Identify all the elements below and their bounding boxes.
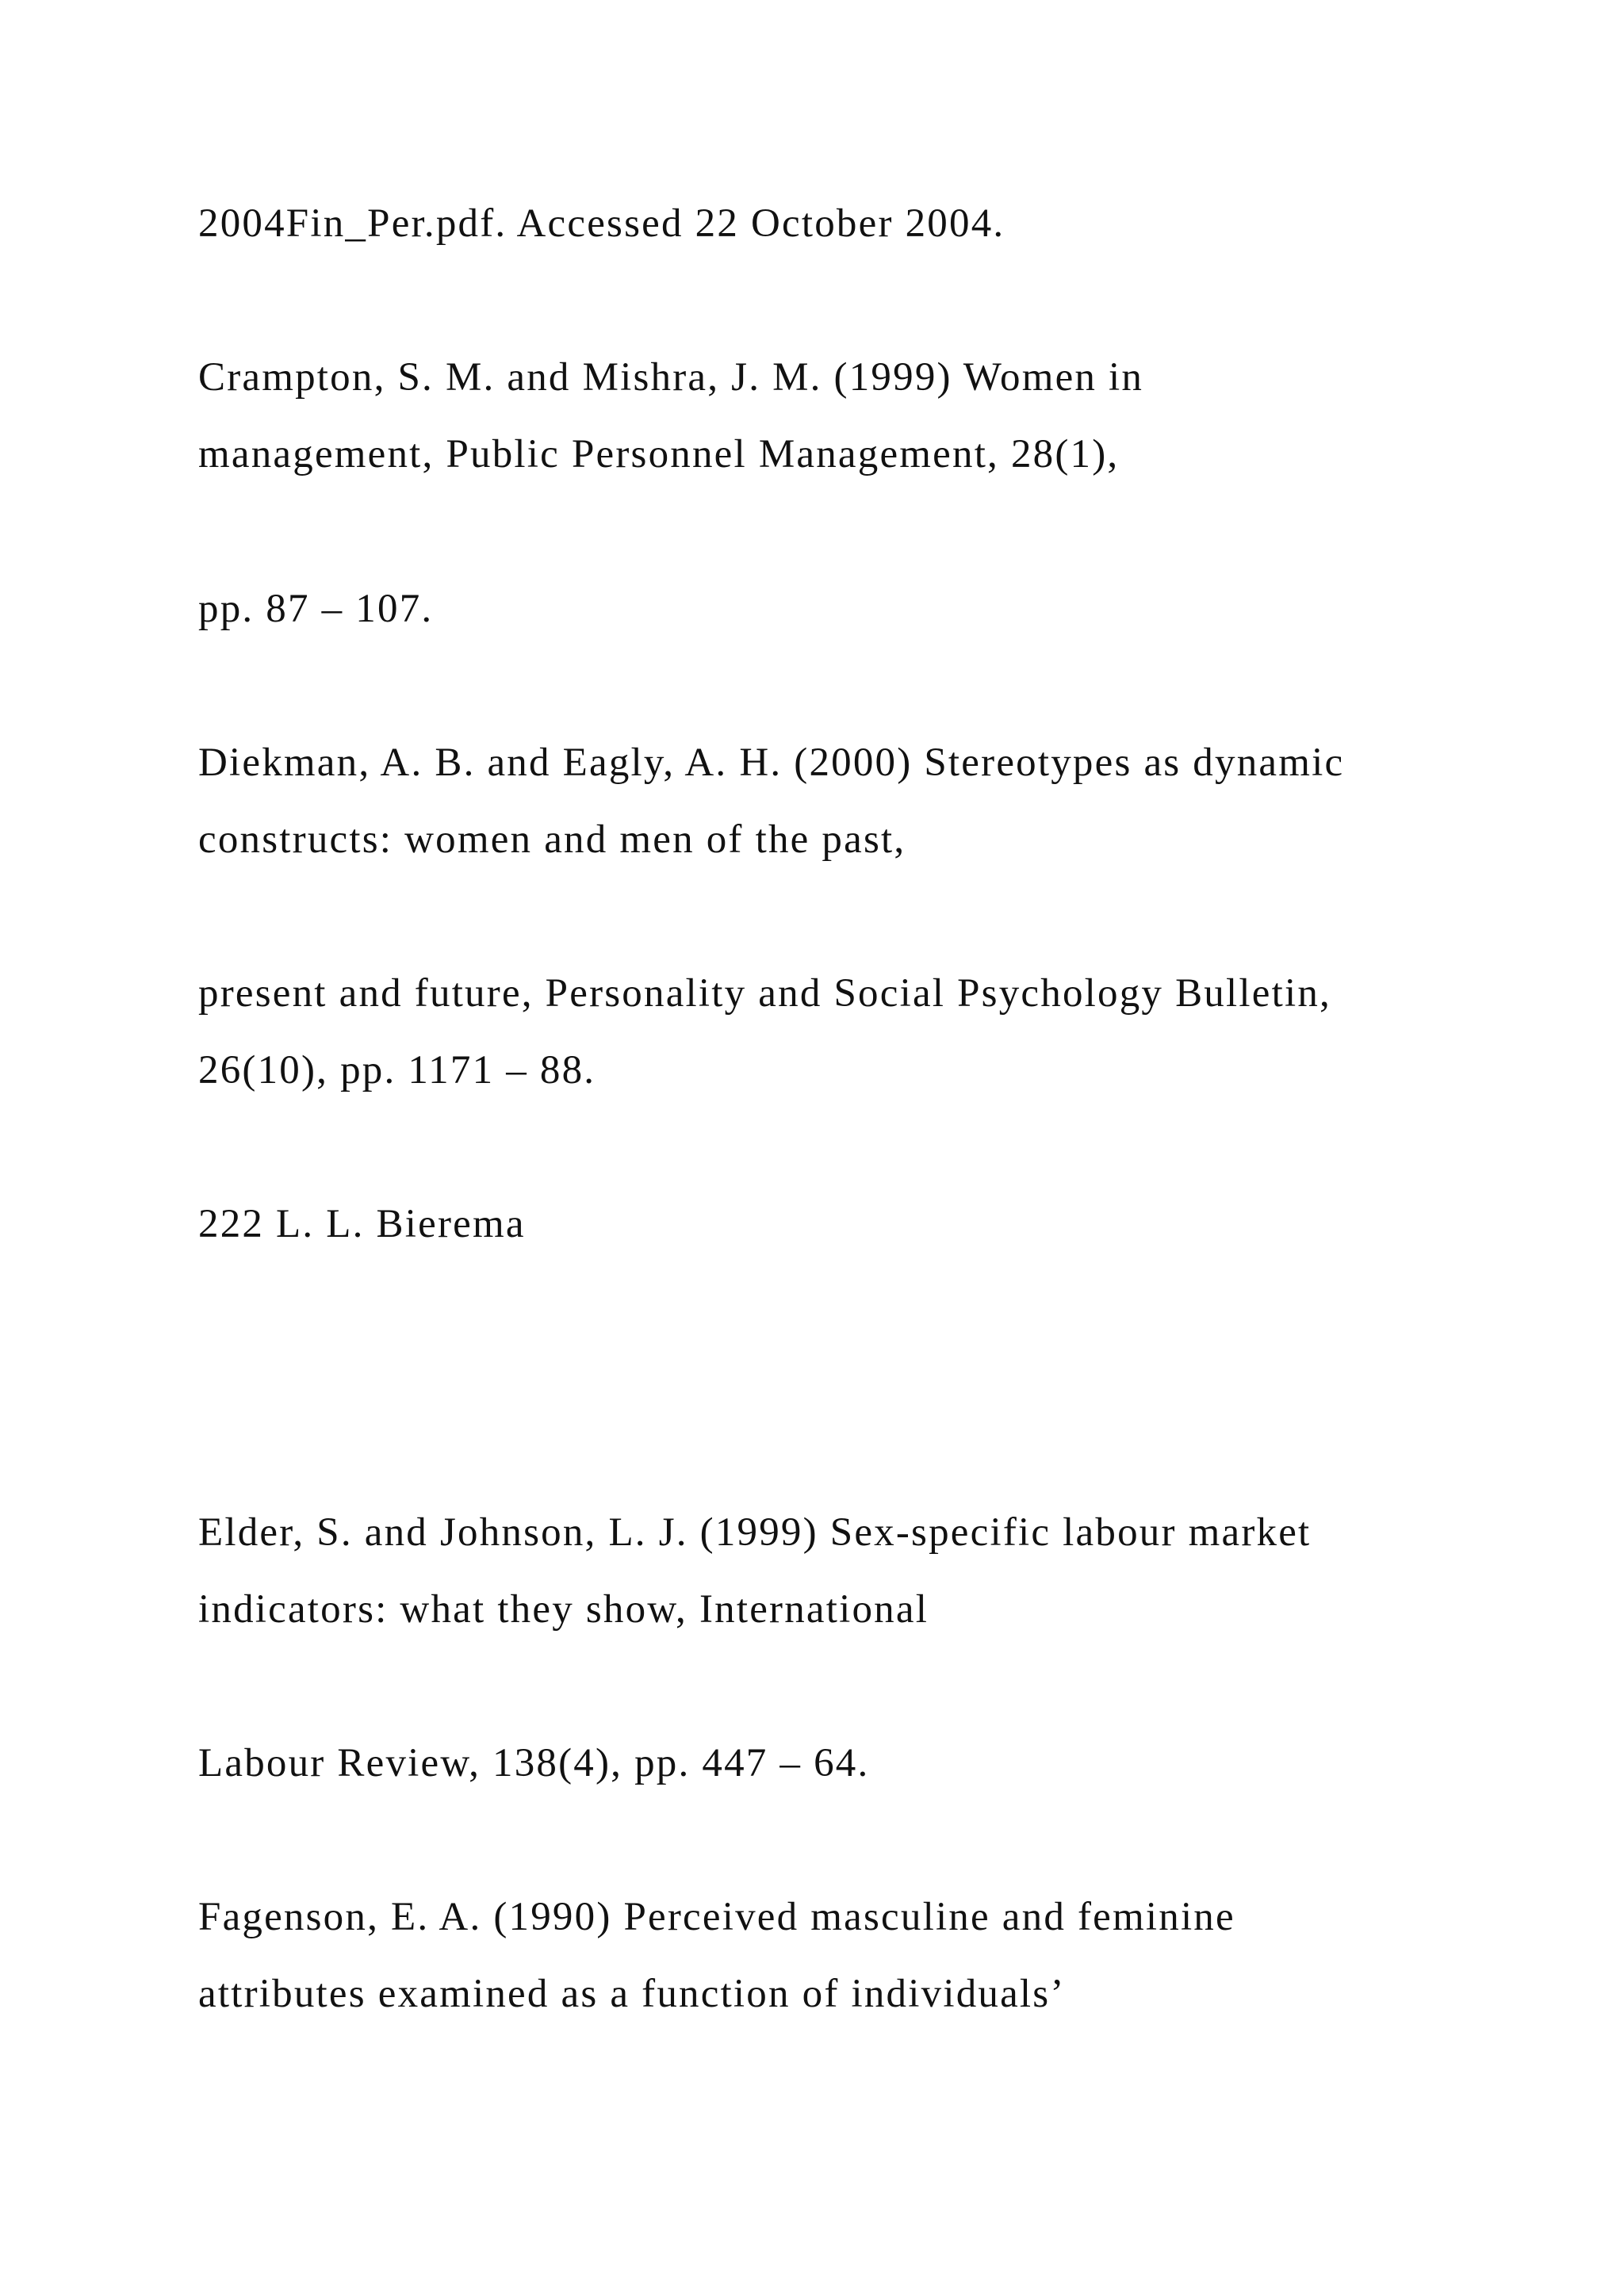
reference-line: indicators: what they show, International xyxy=(198,1587,929,1632)
reference-line: 2004Fin_Per.pdf. Accessed 22 October 2004. xyxy=(198,201,1005,246)
reference-line: constructs: women and men of the past, xyxy=(198,817,906,862)
reference-line: attributes examined as a function of individuals’ xyxy=(198,1972,1066,2016)
reference-line: Diekman, A. B. and Eagly, A. H. (2000) Stereotypes as dynamic xyxy=(198,740,1345,785)
reference-line: management, Public Personnel Management, 28(1), xyxy=(198,432,1120,476)
running-footer: 222 L. L. Bierema xyxy=(198,1202,526,1246)
reference-line: Fagenson, E. A. (1990) Perceived masculine and feminine xyxy=(198,1895,1235,1939)
reference-line: pp. 87 – 107. xyxy=(198,587,434,631)
reference-line: Crampton, S. M. and Mishra, J. M. (1999) Women in xyxy=(198,355,1144,400)
reference-line: 26(10), pp. 1171 – 88. xyxy=(198,1048,596,1093)
reference-line: Labour Review, 138(4), pp. 447 – 64. xyxy=(198,1741,870,1785)
reference-line: Elder, S. and Johnson, L. J. (1999) Sex-specific labour market xyxy=(198,1510,1312,1555)
reference-line: present and future, Personality and Social Psychology Bulletin, xyxy=(198,971,1331,1016)
